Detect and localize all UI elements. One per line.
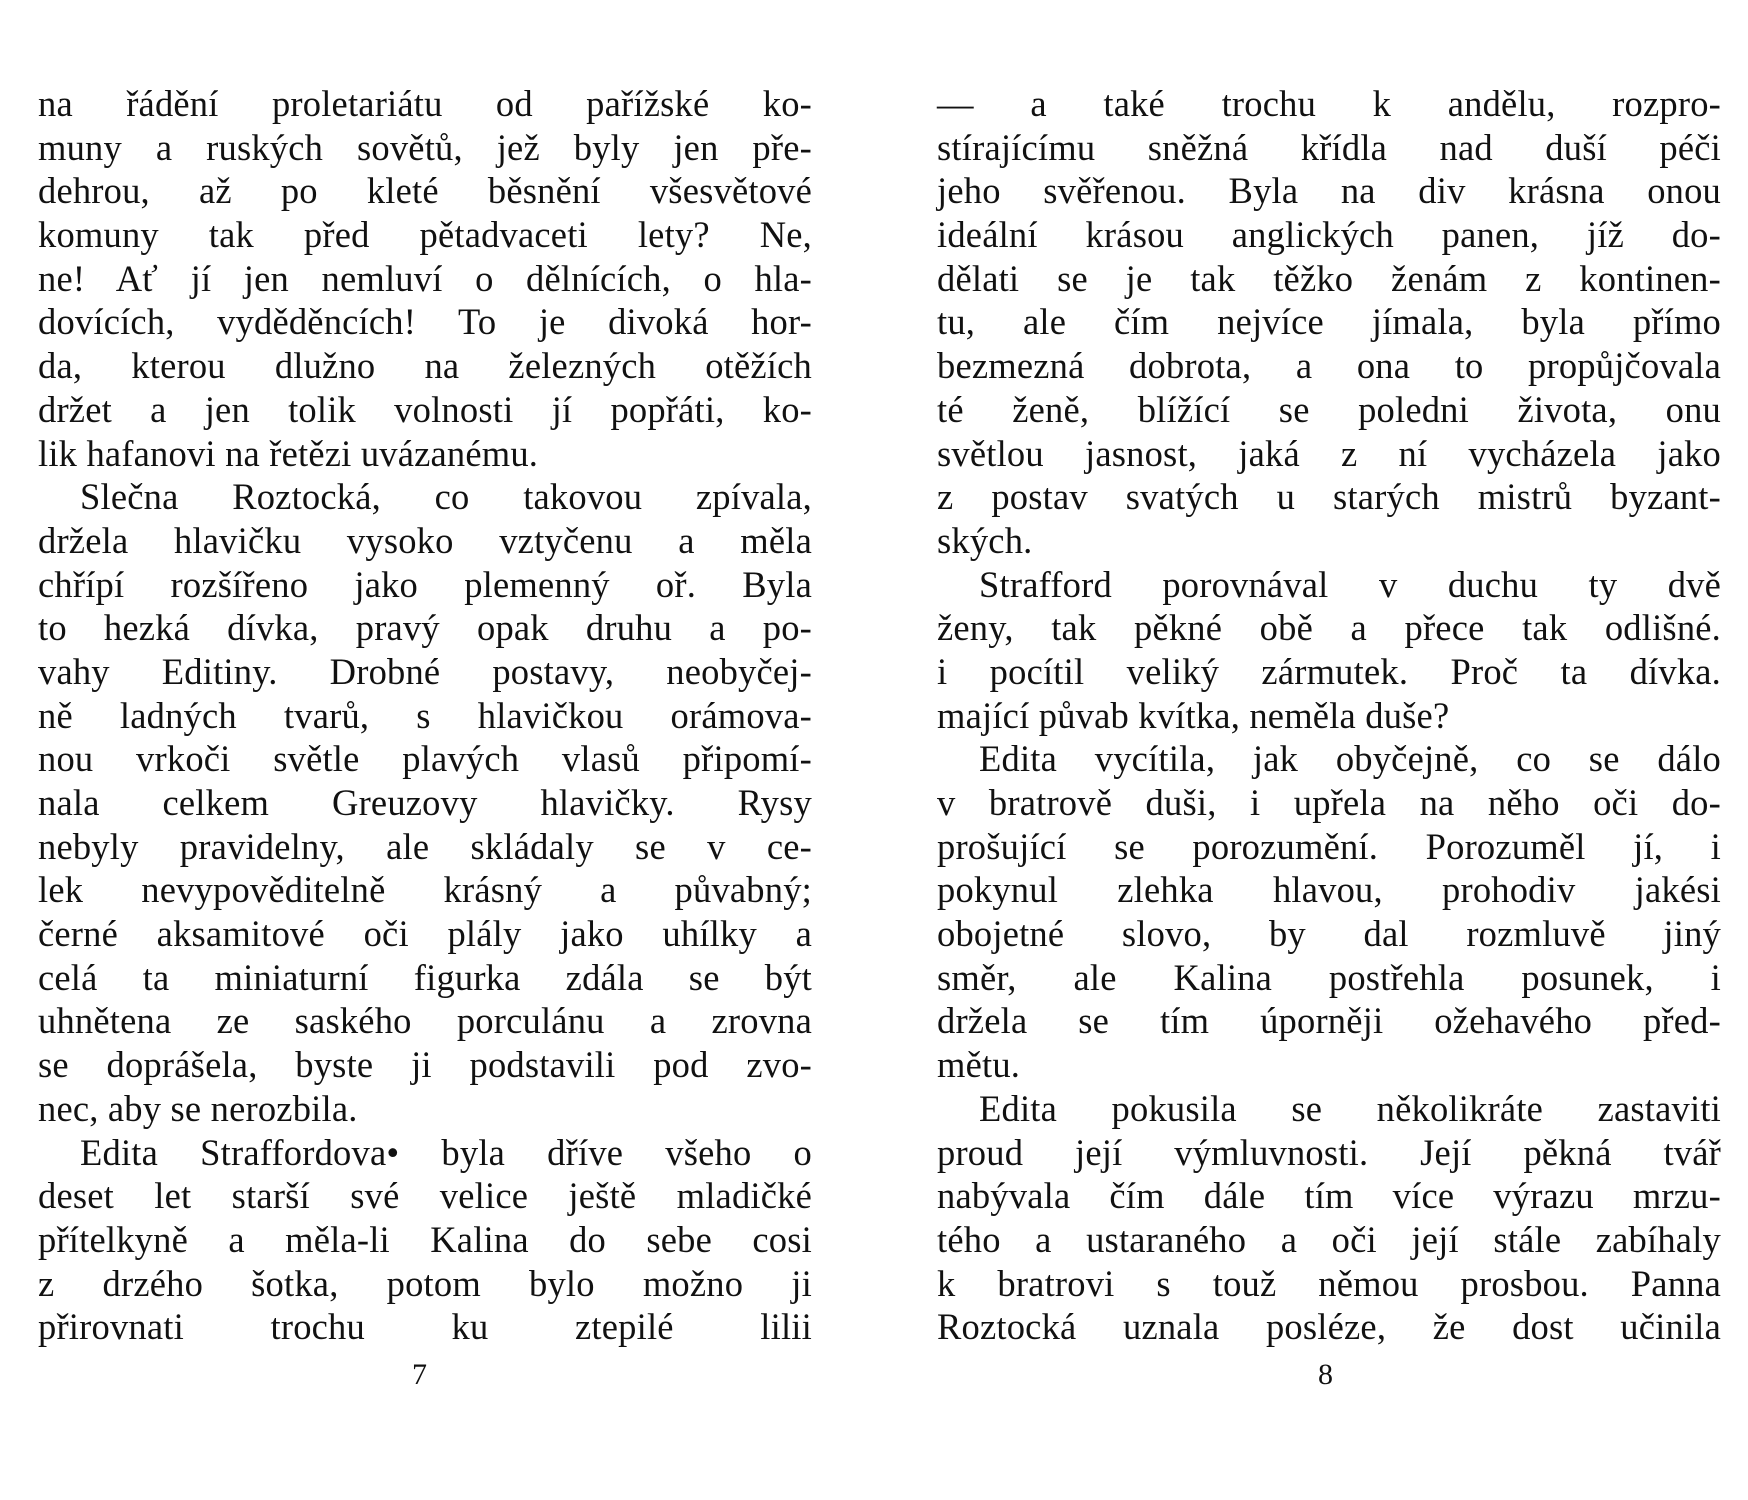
text-line: ne! Ať jí jen nemluví o dělnících, o hla- <box>38 257 812 299</box>
text-line: se doprášela, byste ji podstavili pod zvo- <box>38 1044 812 1086</box>
text-line: přirovnati trochu ku ztepilé lilii <box>38 1306 812 1348</box>
text-line: obojetné slovo, by dal rozmluvě jiný <box>937 913 1721 955</box>
text-line: uhnětena ze saského porculánu a zrovna <box>38 1000 812 1042</box>
text-line: to hezká dívka, pravý opak druhu a po- <box>38 607 812 649</box>
text-line: Strafford porovnával v duchu ty dvě <box>979 563 1721 605</box>
text-line: světlou jasnost, jaká z ní vycházela jako <box>937 432 1721 474</box>
text-line: komuny tak před pětadvaceti lety? Ne, <box>38 214 812 256</box>
text-line: ně ladných tvarů, s hlavičkou orámova- <box>38 694 812 736</box>
text-line: nala celkem Greuzovy hlavičky. Rysy <box>38 782 812 823</box>
page-number-left: 7 <box>412 1358 427 1391</box>
text-line: celá ta miniaturní figurka zdála se být <box>38 956 812 998</box>
text-line: nou vrkoči světle plavých vlasů připomí- <box>38 738 812 780</box>
text-line: tého a ustaraného a oči její stále zabíhaly <box>937 1218 1721 1260</box>
text-line: Edita pokusila se několikráte zastaviti <box>979 1087 1721 1129</box>
text-line: da, kterou dlužno na železných otěžích <box>38 345 812 387</box>
text-line: směr, ale Kalina postřehla posunek, i <box>937 956 1721 998</box>
text-line: vahy Editiny. Drobné postavy, neobyčej- <box>38 650 812 692</box>
text-line: pokynul zlehka hlavou, prohodiv jakési <box>937 869 1721 911</box>
page-number-right: 8 <box>1318 1358 1333 1391</box>
text-line: na řádění proletariátu od pařížské ko- <box>38 83 812 124</box>
text-line: chřípí rozšířeno jako plemenný oř. Byla <box>38 563 812 605</box>
text-line: prošující se porozumění. Porozuměl jí, i <box>937 825 1721 867</box>
text-line: černé aksamitové oči plály jako uhílky a <box>38 913 812 955</box>
right-page <box>937 82 1721 1349</box>
text-line: jeho svěřenou. Byla na div krásna onou <box>937 170 1721 212</box>
text-line: Roztocká uznala posléze, že dost učinila <box>937 1306 1721 1348</box>
text-line: ženy, tak pěkné obě a přece tak odlišné. <box>937 607 1721 649</box>
text-line: té ženě, blížící se poledni života, onu <box>937 388 1721 430</box>
text-line: z postav svatých u starých mistrů byzant- <box>937 476 1721 518</box>
left-page <box>38 82 812 1349</box>
text-line: dehrou, až po kleté běsnění všesvětové <box>38 170 812 212</box>
text-line: bezmezná dobrota, a ona to propůjčovala <box>937 345 1721 387</box>
text-line: nebyly pravidelny, ale skládaly se v ce- <box>38 825 812 867</box>
text-line: držela hlavičku vysoko vztyčenu a měla <box>38 519 812 561</box>
text-line: dělati se je tak těžko ženám z kontinen- <box>937 257 1721 299</box>
text-line: Slečna Roztocká, co takovou zpívala, <box>80 476 812 518</box>
text-line: v bratrově duši, i upřela na něho oči do- <box>937 782 1721 823</box>
text-line: přítelkyně a měla-li Kalina do sebe cosi <box>38 1218 812 1260</box>
text-line: nabývala čím dále tím více výrazu mrzu- <box>937 1175 1721 1217</box>
text-line: ideální krásou anglických panen, jíž do- <box>937 214 1721 256</box>
text-line: i pocítil veliký zármutek. Proč ta dívka. <box>937 650 1721 692</box>
text-line: proud její výmluvnosti. Její pěkná tvář <box>937 1131 1721 1173</box>
text-line: k bratrovi s touž němou prosbou. Panna <box>937 1262 1721 1304</box>
text-line: muny a ruských sovětů, jež byly jen pře- <box>38 126 812 168</box>
text-line: nec, aby se nerozbila. <box>38 1087 358 1129</box>
text-line: ských. <box>937 519 1033 561</box>
text-line: dovících, vyděděncích! To je divoká hor- <box>38 301 812 343</box>
text-line: tu, ale čím nejvíce jímala, byla přímo <box>937 301 1721 343</box>
text-line: mající půvab kvítka, neměla duše? <box>937 694 1450 736</box>
text-line: stírajícímu sněžná křídla nad duší péči <box>937 126 1721 168</box>
text-line: Edita Straffordova• byla dříve všeho o <box>80 1131 812 1173</box>
text-line: držela se tím úporněji ožehavého před- <box>937 1000 1721 1042</box>
text-line: lik hafanovi na řetězi uvázanému. <box>38 432 539 474</box>
text-line: z drzého šotka, potom bylo možno ji <box>38 1262 812 1304</box>
text-line: Edita vycítila, jak obyčejně, co se dálo <box>979 738 1721 780</box>
text-line: lek nevypověditelně krásný a půvabný; <box>38 869 812 911</box>
text-line: mětu. <box>937 1044 1021 1086</box>
text-line: deset let starší své velice ještě mladičké <box>38 1175 812 1217</box>
text-line: držet a jen tolik volnosti jí popřáti, ko- <box>38 388 812 430</box>
text-line: — a také trochu k andělu, rozpro- <box>937 83 1721 124</box>
